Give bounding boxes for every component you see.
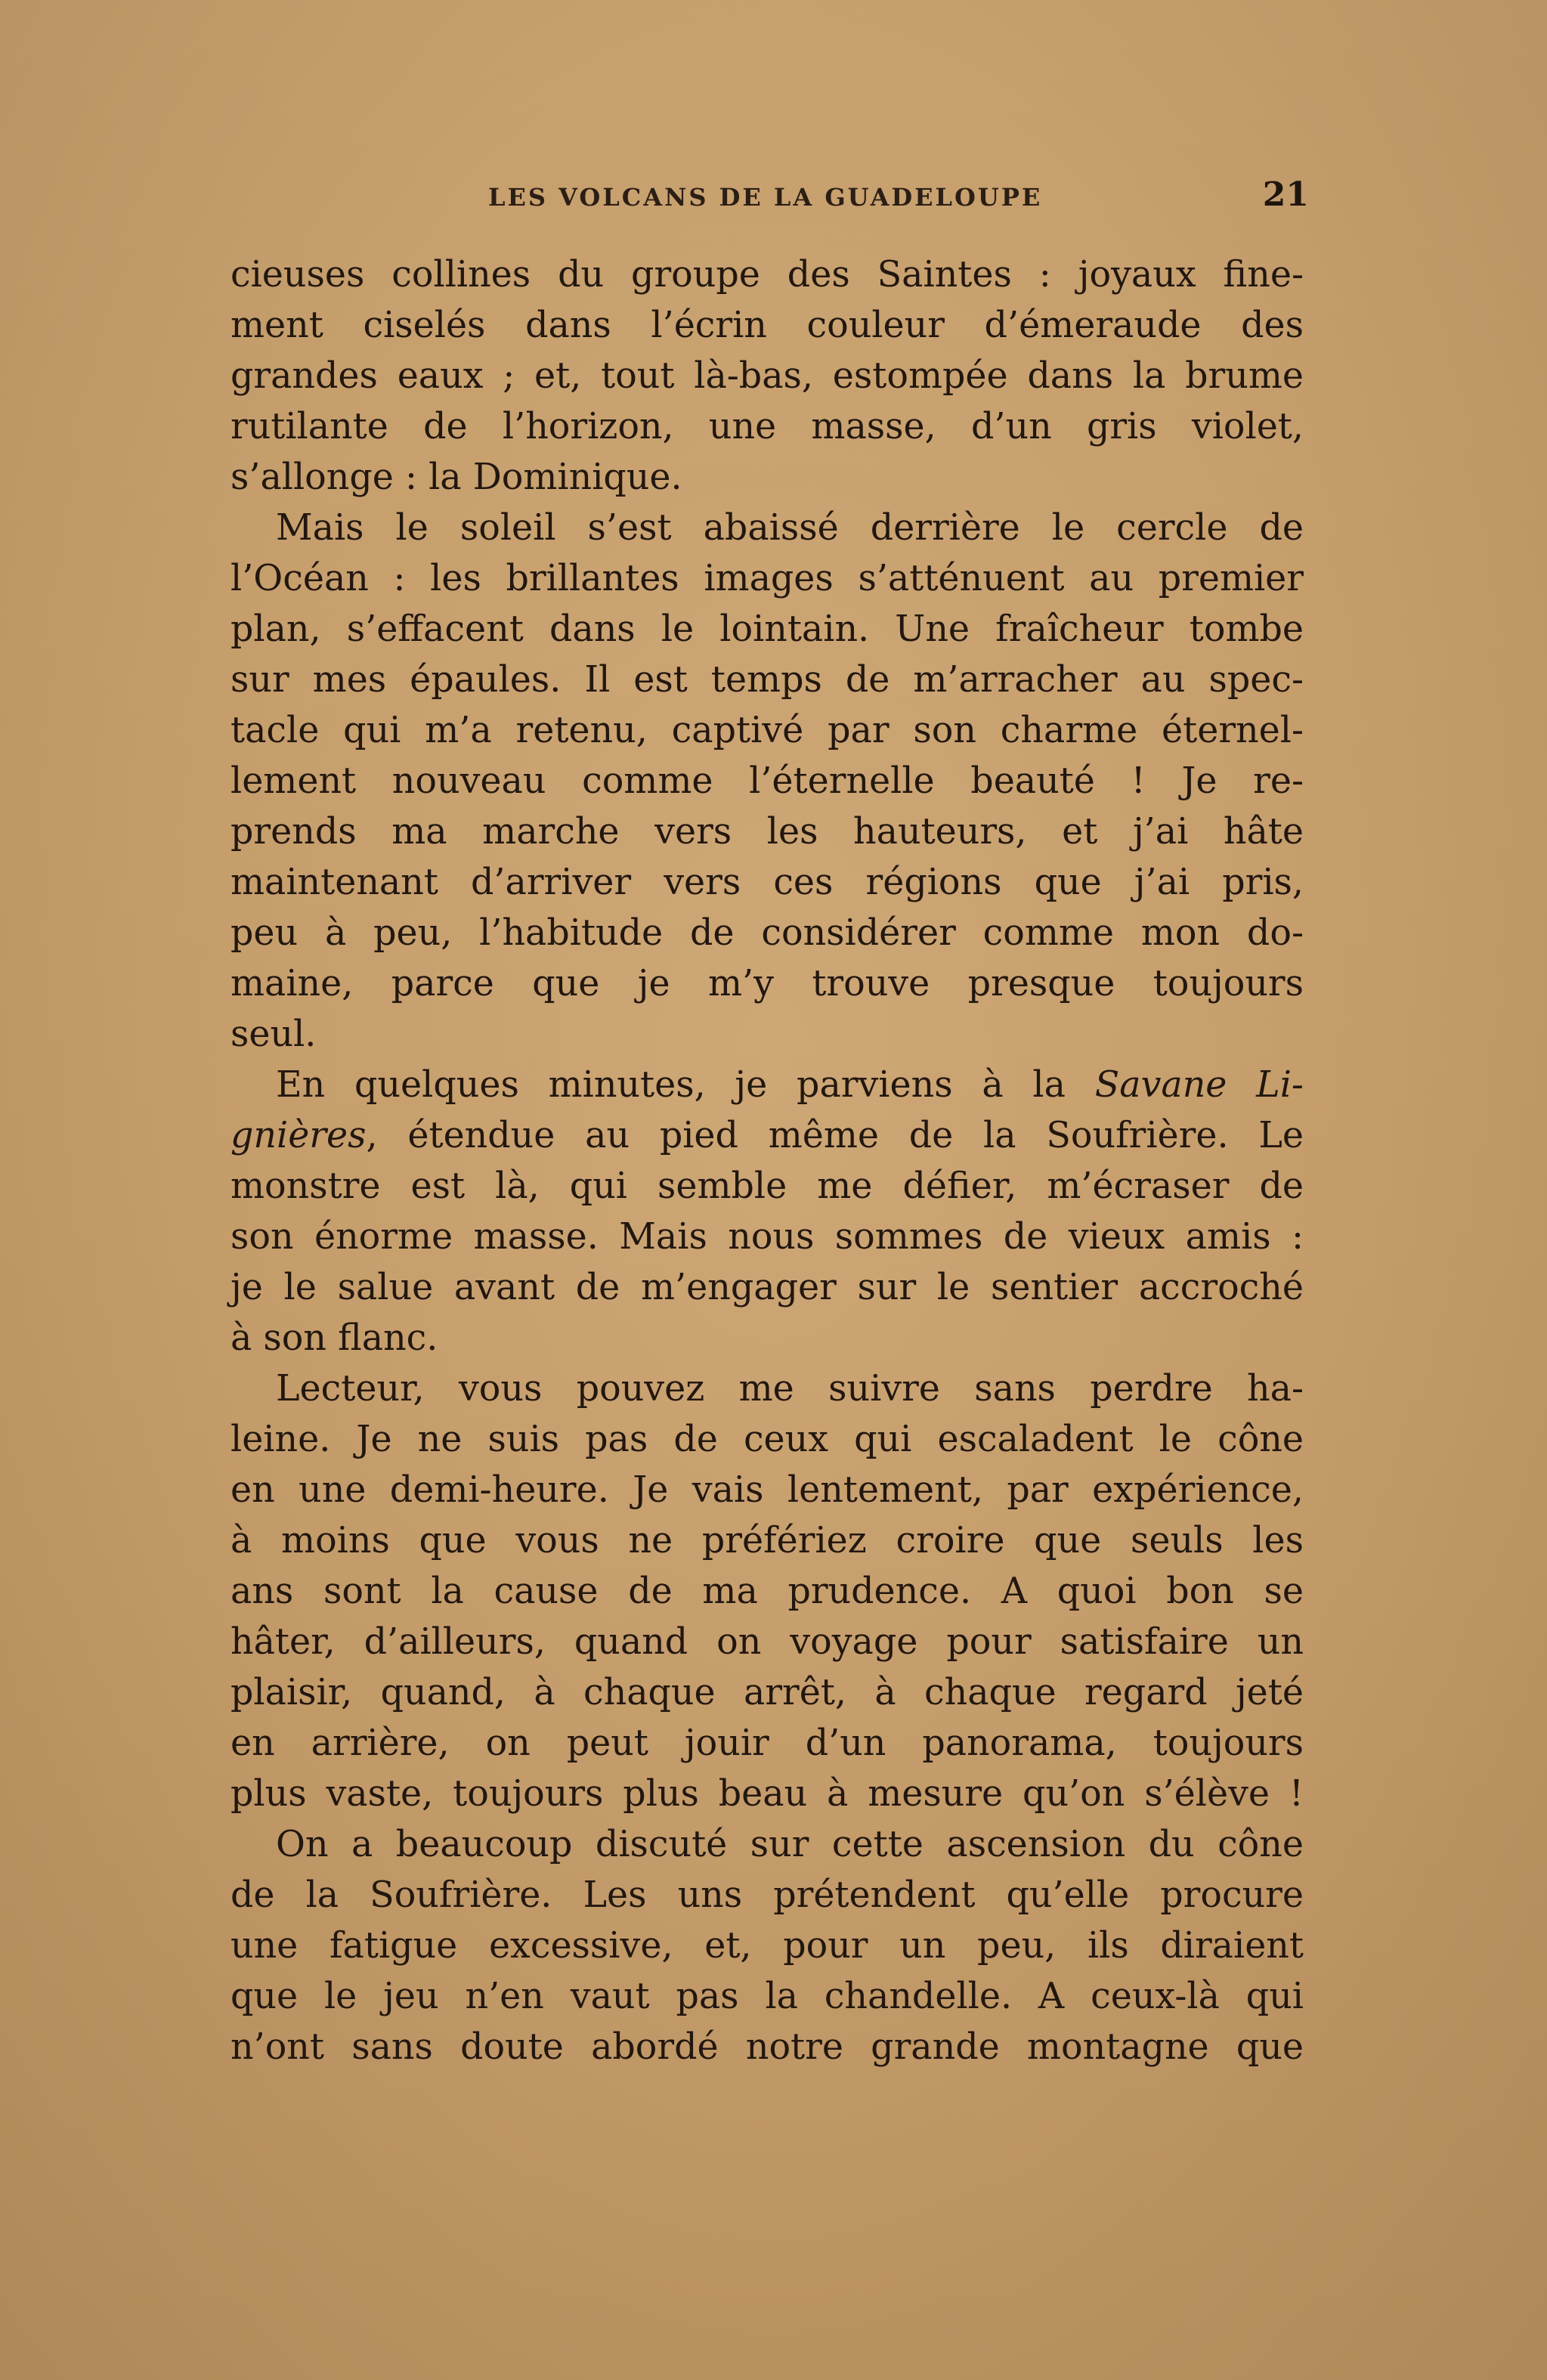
running-title: LES VOLCANS DE LA GUADELOUPE [488, 183, 1043, 212]
page-header [227, 175, 1309, 221]
paragraph [231, 1363, 1304, 1819]
text-line: peu à peu, l’habitude de considérer comme mon do- [231, 912, 1304, 954]
body-text [231, 249, 1304, 2072]
text-line: tacle qui m’a retenu, captivé par son charme éternel- [231, 710, 1304, 751]
paragraph [231, 1819, 1304, 2072]
text-line: plan, s’effacent dans le lointain. Une fraîcheur tombe [231, 608, 1304, 650]
text-line: Mais le soleil s’est abaissé derrière le cercle de [276, 507, 1304, 549]
text-line: je le salue avant de m’engager sur le sentier accroché [231, 1267, 1304, 1308]
text-line: sur mes épaules. Il est temps de m’arracher au spec- [231, 659, 1304, 701]
text-line: s’allonge : la Dominique. [231, 457, 682, 498]
text-line: à son flanc. [231, 1317, 438, 1359]
italic-place-name: Savane Li- [1094, 1064, 1304, 1106]
italic-place-name: gnières [231, 1115, 367, 1156]
text-line: lement nouveau comme l’éternelle beauté ! Je re- [231, 760, 1304, 802]
text-line: n’ont sans doute abordé notre grande montagne que [231, 2026, 1304, 2068]
text-line: leine. Je ne suis pas de ceux qui escaladent le cône [231, 1419, 1304, 1460]
text-line: plaisir, quand, à chaque arrêt, à chaque regard jeté [231, 1672, 1304, 1713]
text-line: maine, parce que je m’y trouve presque toujours [231, 963, 1304, 1004]
text-line: Lecteur, vous pouvez me suivre sans perdre ha- [276, 1368, 1304, 1410]
text-line: plus vaste, toujours plus beau à mesure qu’on s’élève ! [231, 1773, 1304, 1815]
text-line: On a beaucoup discuté sur cette ascension du cône [276, 1824, 1304, 1865]
text-line: à moins que vous ne préfériez croire que seuls les [231, 1520, 1304, 1561]
text-line: en arrière, on peut jouir d’un panorama, toujours [231, 1722, 1304, 1764]
text-line: son énorme masse. Mais nous sommes de vieux amis : [231, 1216, 1304, 1258]
text-line: ment ciselés dans l’écrin couleur d’émeraude des [231, 305, 1304, 346]
text-run: , étendue au pied même de la Soufrière. Le [366, 1115, 1304, 1156]
text-run: En quelques minutes, je parviens à la [276, 1064, 1066, 1106]
text-line: prends ma marche vers les hauteurs, et j’ai hâte [231, 811, 1304, 853]
paragraph [231, 1060, 1304, 1363]
text-line: l’Océan : les brillantes images s’atténuent au premier [231, 558, 1304, 599]
text-line: de la Soufrière. Les uns prétendent qu’elle procure [231, 1874, 1304, 1916]
text-line: cieuses collines du groupe des Saintes : joyaux fine- [231, 254, 1304, 296]
paragraph [231, 249, 1304, 503]
text-line [231, 1060, 1304, 1110]
text-line: une fatigue excessive, et, pour un peu, ils diraient [231, 1925, 1304, 1967]
text-line: monstre est là, qui semble me défier, m’écraser de [231, 1165, 1304, 1207]
paragraph [231, 503, 1304, 1060]
text-line: rutilante de l’horizon, une masse, d’un gris violet, [231, 406, 1304, 447]
text-line: maintenant d’arriver vers ces régions que j’ai pris, [231, 862, 1304, 903]
text-line: que le jeu n’en vaut pas la chandelle. A ceux-là qui [231, 1976, 1304, 2017]
text-line: seul. [231, 1014, 317, 1055]
text-line: ans sont la cause de ma prudence. A quoi bon se [231, 1571, 1304, 1612]
text-line: hâter, d’ailleurs, quand on voyage pour satisfaire un [231, 1621, 1304, 1663]
text-line: grandes eaux ; et, tout là-bas, estompée dans la brume [231, 355, 1304, 397]
page-number: 21 [1262, 175, 1309, 214]
text-line [231, 1110, 1304, 1161]
text-line: en une demi-heure. Je vais lentement, par expérience, [231, 1469, 1304, 1511]
